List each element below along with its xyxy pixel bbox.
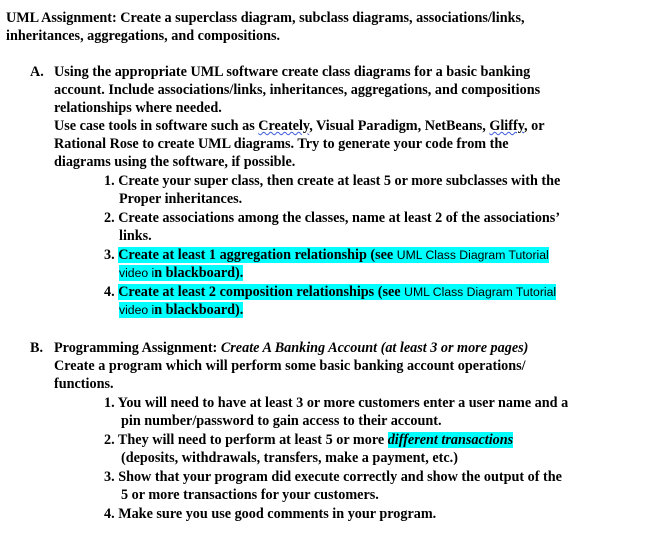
b-item-2-text: 2. They will need to perform at least 5 or more — [104, 432, 388, 448]
a-item-4-highlight-2 — [119, 302, 243, 318]
section-a-line-4-mid: , Visual Paradigm, NetBeans, — [309, 118, 490, 134]
a-item-3-number: 3. — [104, 247, 119, 263]
section-a-line-5: Rational Rose to create UML diagrams. Try to generate your code from the — [54, 136, 509, 152]
a-item-2-line-1: 2. Create associations among the classes, name at least 2 of the associations’ — [104, 210, 561, 226]
a-item-3-line-2 — [119, 264, 243, 282]
a-item-4-tutorial-ref: UML Class Diagram Tutorial — [404, 285, 557, 299]
section-b-heading-italic: Create A Banking Account (at least 3 or more pages) — [220, 340, 529, 356]
section-a-line-4 — [54, 117, 545, 135]
a-item-3-text: Create at least 1 aggregation relationship (see — [118, 247, 397, 263]
b-item-3-line-1: 3. Show that your program did execute correctly and show the output of the — [104, 469, 562, 485]
a-item-4-number: 4. — [104, 284, 119, 300]
section-b-line-1 — [54, 339, 528, 357]
a-item-3-line-1 — [104, 246, 549, 264]
section-b-marker: B. — [30, 340, 44, 356]
creately-link[interactable]: Creately — [258, 118, 310, 134]
section-a-line-4-post: , or — [524, 118, 545, 134]
b-item-4: 4. Make sure you use good comments in your program. — [104, 506, 437, 522]
a-item-3-tail: n blackboard). — [154, 265, 244, 281]
section-b-heading: Programming Assignment: — [54, 340, 221, 356]
section-b-line-2: Create a program which will perform some basic banking account operations/ — [54, 358, 526, 374]
a-item-1-line-1: 1. Create your super class, then create at least 5 or more subclasses with the — [104, 173, 561, 189]
section-b-line-3: functions. — [54, 376, 114, 392]
a-item-4-video-ref: video i — [119, 303, 155, 317]
section-a-line-3: relationships where needed. — [54, 100, 222, 116]
intro-line-1: UML Assignment: Create a superclass diagram, subclass diagrams, associations/links, — [6, 10, 525, 26]
a-item-2-line-2: links. — [119, 228, 152, 244]
a-item-4-line-2 — [119, 301, 243, 319]
section-a-line-4-pre: Use case tools in software such as — [54, 118, 259, 134]
a-item-4-line-1 — [104, 283, 556, 301]
b-item-2-line-1 — [104, 431, 513, 449]
b-item-2-line-2: (deposits, withdrawals, transfers, make a payment, etc.) — [121, 450, 458, 466]
a-item-3-highlight-2 — [119, 265, 243, 281]
a-item-1-line-2: Proper inheritances. — [119, 191, 243, 207]
section-a-marker: A. — [30, 64, 44, 80]
a-item-3-tutorial-ref: UML Class Diagram Tutorial — [396, 248, 549, 262]
b-item-2-highlight: different transactions — [387, 432, 514, 448]
section-a-line-6: diagrams using the software, if possible. — [54, 154, 296, 170]
section-a-line-1: Using the appropriate UML software create class diagrams for a basic banking — [54, 64, 531, 80]
a-item-4-highlight — [118, 284, 556, 300]
b-item-1-line-2: pin number/password to gain access to their account. — [121, 413, 442, 429]
b-item-3-line-2: 5 or more transactions for your customers. — [121, 487, 379, 503]
a-item-3-video-ref: video i — [119, 266, 155, 280]
section-a-line-2: account. Include associations/links, inheritances, aggregations, and compositions — [54, 82, 541, 98]
a-item-4-tail: n blackboard). — [154, 302, 244, 318]
b-item-1-line-1: 1. You will need to have at least 3 or more customers enter a user name and a — [104, 395, 569, 411]
a-item-4-text: Create at least 2 composition relationships (see — [118, 284, 405, 300]
a-item-3-highlight — [118, 247, 549, 263]
intro-line-2: inheritances, aggregations, and compositions. — [6, 28, 281, 44]
gliffy-link[interactable]: Gliffy — [489, 118, 525, 134]
